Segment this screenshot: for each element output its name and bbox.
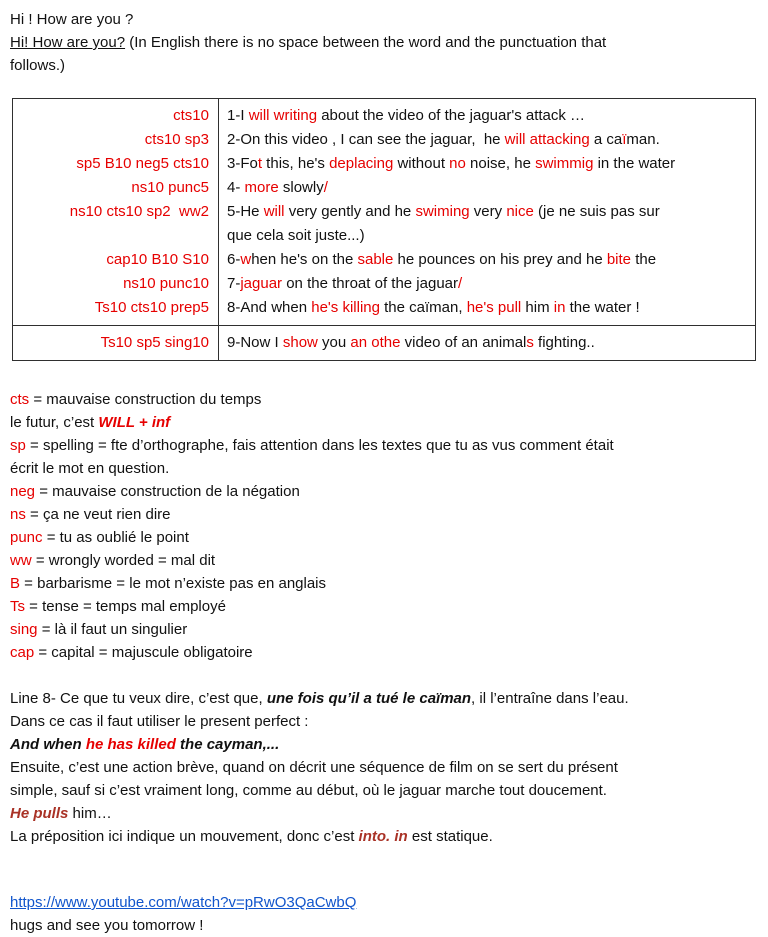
text-segment: sing	[10, 621, 38, 638]
text-segment: Hi ! How are you ?	[10, 11, 134, 28]
text-line	[10, 503, 760, 526]
text-segment: an othe	[350, 334, 401, 351]
text-segment: B	[10, 575, 21, 592]
text-line	[10, 595, 760, 618]
text-segment: sp	[10, 437, 26, 454]
text-segment: video of an animal	[400, 334, 527, 351]
correction-code-line: ns10 punc10	[123, 275, 209, 292]
text-segment: will	[263, 203, 285, 220]
text-segment: about the video of the jaguar's attack …	[317, 107, 586, 124]
text-segment: he's pull	[466, 299, 522, 316]
text-segment: swimmig	[535, 155, 594, 172]
text-segment: = tu as oublié le point	[42, 529, 189, 546]
text-segment: /	[458, 275, 463, 292]
text-line	[10, 710, 760, 733]
text-line	[10, 54, 760, 77]
text-segment: no	[449, 155, 466, 172]
text-segment: La préposition ici indique un mouvement, donc c’est	[10, 828, 359, 845]
text-segment: 7-	[227, 275, 241, 292]
table-row-main	[13, 99, 755, 325]
text-segment: him…	[68, 805, 112, 822]
text-segment: s	[526, 334, 534, 351]
correction-code-line: cts10	[173, 107, 209, 124]
text-line	[10, 388, 760, 411]
text-line	[227, 200, 751, 224]
text-segment: will attacking	[504, 131, 590, 148]
text-segment: slowly	[278, 179, 324, 196]
text-line	[10, 779, 760, 802]
correction-code-line: ns10 punc5	[131, 179, 209, 196]
text-line	[10, 687, 760, 710]
text-segment: the cayman,...	[175, 736, 280, 753]
text-segment: ï	[622, 131, 627, 148]
text-segment: 5-He	[227, 203, 264, 220]
text-segment: bite	[606, 251, 632, 268]
correction-codes-cell-row2	[13, 326, 219, 360]
text-segment: /	[323, 179, 328, 196]
correction-codes-cell	[13, 99, 219, 325]
text-segment: = capital = majuscule obligatoire	[34, 644, 253, 661]
text-segment: the caïman,	[379, 299, 467, 316]
text-segment: Dans ce cas il faut utiliser le present perfect :	[10, 713, 309, 730]
text-segment: sable	[357, 251, 394, 268]
text-segment: he pounces on his prey and he	[393, 251, 607, 268]
student-text-cell	[219, 99, 755, 325]
text-segment: 8-And when	[227, 299, 312, 316]
text-segment: man.	[626, 131, 660, 148]
correction-code-line: Ts10 sp5 sing10	[100, 334, 209, 351]
student-text-cell-row2	[219, 326, 755, 360]
text-segment: que cela soit juste...)	[227, 227, 365, 244]
table-row-last	[13, 325, 755, 360]
text-segment: a ca	[589, 131, 623, 148]
corrections-table	[12, 98, 756, 361]
text-segment: cap	[10, 644, 35, 661]
text-segment: = barbarisme = le mot n’existe pas en anglais	[20, 575, 327, 592]
text-segment: in	[394, 828, 408, 845]
text-segment: 9-Now I	[227, 334, 283, 351]
line8-feedback-paragraph	[10, 687, 760, 848]
text-line	[10, 411, 760, 434]
text-line	[227, 331, 751, 355]
correction-code-line	[17, 224, 209, 248]
text-line	[10, 31, 760, 54]
text-segment: 3-Fo	[227, 155, 258, 172]
text-segment: this, he's	[262, 155, 330, 172]
text-line	[10, 434, 760, 457]
text-segment: the	[631, 251, 657, 268]
text-segment: , il l’entraîne dans l’eau.	[471, 690, 629, 707]
text-segment: WILL + inf	[98, 414, 171, 431]
text-segment: you	[317, 334, 351, 351]
text-segment: = spelling = fte d’orthographe, fais attention dans les textes que tu as vus comment était	[25, 437, 614, 454]
text-line	[10, 8, 760, 31]
text-segment: 1-I	[227, 107, 249, 124]
text-segment: Ts	[10, 598, 25, 615]
text-segment: Line 8- Ce que tu veux dire, c’est que,	[10, 690, 267, 707]
text-segment: 2-On this video , I can see the jaguar, he	[227, 131, 505, 148]
text-line	[227, 224, 751, 248]
correction-code-line: cts10 sp3	[144, 131, 209, 148]
text-segment: une fois qu’il a tué le caïman	[266, 690, 472, 707]
codes-legend	[10, 388, 760, 664]
text-segment: He pulls	[10, 805, 69, 822]
text-segment: hen he's on the	[251, 251, 358, 268]
text-segment: very gently and he	[284, 203, 416, 220]
text-segment: noise, he	[465, 155, 536, 172]
correction-code-line: cap10 B10 S10	[106, 251, 209, 268]
text-segment: est statique.	[407, 828, 493, 845]
text-line	[10, 756, 760, 779]
text-line	[10, 802, 760, 825]
text-line	[10, 618, 760, 641]
text-segment: jaguar	[240, 275, 283, 292]
text-line	[227, 104, 751, 128]
text-segment: = wrongly worded = mal dit	[31, 552, 216, 569]
text-segment: in	[553, 299, 566, 316]
text-line	[227, 248, 751, 272]
text-segment: show	[282, 334, 318, 351]
footer	[10, 891, 760, 937]
text-segment: ns	[10, 506, 26, 523]
text-segment: he's killing	[311, 299, 380, 316]
text-segment: = là il faut un singulier	[37, 621, 188, 638]
text-segment: into.	[358, 828, 391, 845]
text-segment: 6-	[227, 251, 241, 268]
text-segment: neg	[10, 483, 36, 500]
text-segment: without	[393, 155, 450, 172]
text-segment: t	[257, 155, 263, 172]
text-line	[227, 296, 751, 320]
text-segment: = tense = temps mal employé	[25, 598, 226, 615]
text-segment: simple, sauf si c’est vraiment long, comme au début, où le jaguar marche tout doucement.	[10, 782, 607, 799]
text-line	[227, 128, 751, 152]
closing-line: hugs and see you tomorrow !	[10, 917, 204, 934]
text-segment: very	[469, 203, 507, 220]
correction-code-line: Ts10 cts10 prep5	[94, 299, 209, 316]
text-segment: = mauvaise construction du temps	[29, 391, 262, 408]
text-segment: w	[240, 251, 252, 268]
text-segment: him	[521, 299, 554, 316]
correction-code-line: sp5 B10 neg5 cts10	[76, 155, 209, 172]
text-line	[227, 152, 751, 176]
text-segment: follows.)	[10, 57, 66, 74]
text-segment: ww	[10, 552, 32, 569]
text-segment: Ensuite, c’est une action brève, quand on décrit une séquence de film on se sert du présent	[10, 759, 618, 776]
text-line	[10, 825, 760, 848]
text-segment: he has killed	[85, 736, 176, 753]
text-line	[10, 457, 760, 480]
text-segment: in the water	[593, 155, 676, 172]
text-line	[227, 176, 751, 200]
text-line	[10, 641, 760, 664]
text-line	[10, 526, 760, 549]
text-segment: And when	[10, 736, 86, 753]
text-segment: will writing	[248, 107, 318, 124]
text-segment: swiming	[415, 203, 470, 220]
text-line	[10, 480, 760, 503]
text-line	[10, 549, 760, 572]
text-line	[10, 572, 760, 595]
text-segment: écrit le mot en question.	[10, 460, 170, 477]
text-segment: more	[244, 179, 279, 196]
correction-code-line: ns10 cts10 sp2 ww2	[69, 203, 209, 220]
greeting-paragraph	[10, 8, 760, 77]
text-segment: le futur, c’est	[10, 414, 99, 431]
text-segment: Hi! How are you?	[10, 34, 126, 51]
text-segment: (je ne suis pas sur	[533, 203, 660, 220]
text-segment: fighting..	[533, 334, 595, 351]
text-line	[10, 733, 760, 756]
text-segment: (In English there is no space between the word and the punctuation that	[125, 34, 607, 51]
text-segment: deplacing	[329, 155, 394, 172]
text-segment: = ça ne veut rien dire	[25, 506, 171, 523]
text-line	[227, 272, 751, 296]
text-segment: cts	[10, 391, 30, 408]
youtube-link[interactable]: https://www.youtube.com/watch?v=pRwO3QaCwbQ	[10, 894, 357, 911]
text-segment: on the throat of the jaguar	[282, 275, 459, 292]
text-segment: 4-	[227, 179, 245, 196]
text-segment: = mauvaise construction de la négation	[35, 483, 300, 500]
text-segment: the water !	[565, 299, 640, 316]
text-segment: nice	[506, 203, 534, 220]
text-segment: punc	[10, 529, 43, 546]
